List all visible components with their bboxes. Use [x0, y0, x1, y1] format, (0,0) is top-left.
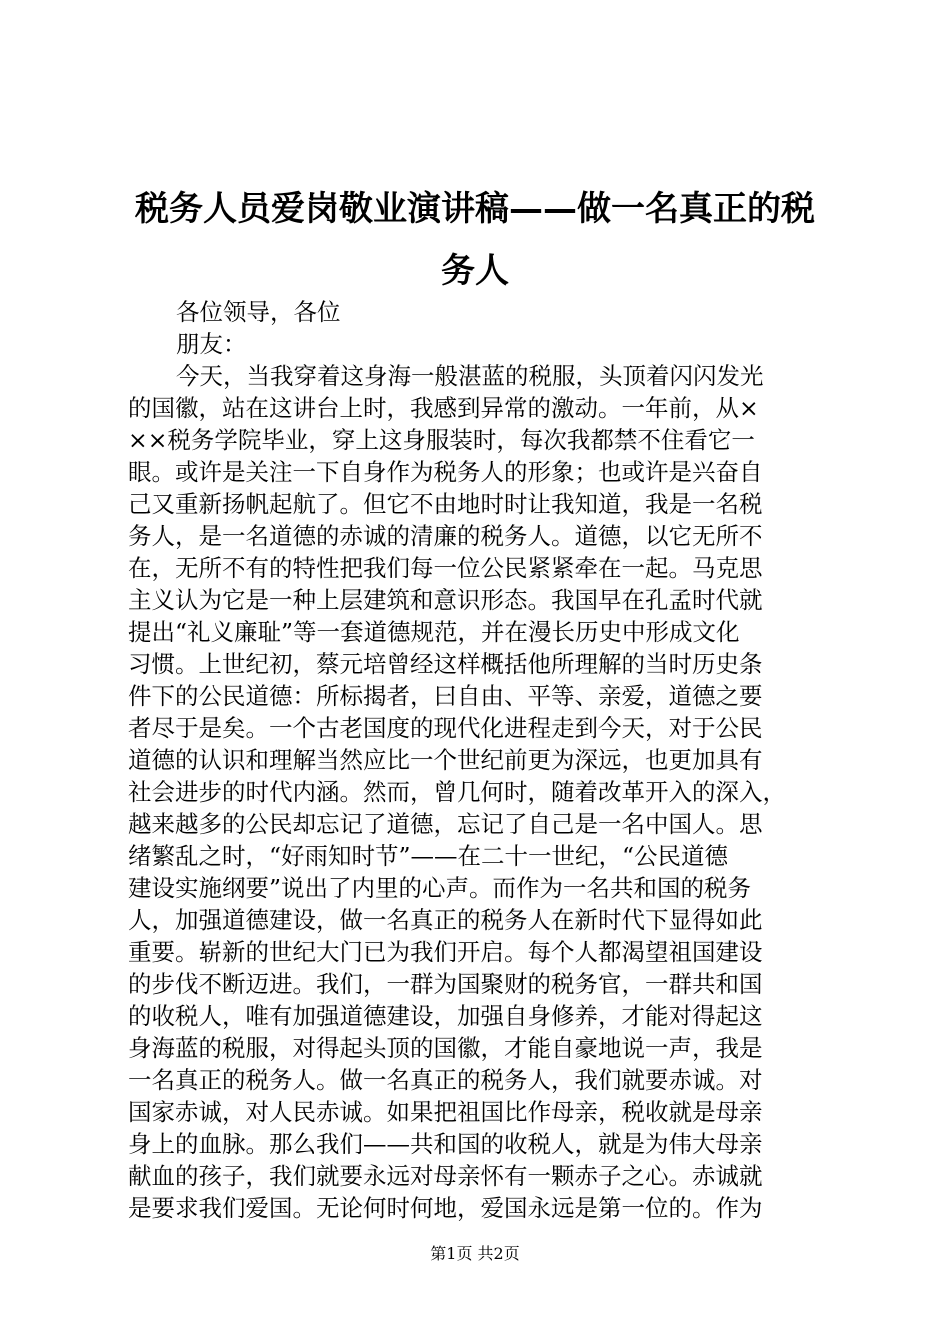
- body-line: 一名真正的税务人。做一名真正的税务人，我们就要赤诚。对: [128, 1066, 763, 1094]
- body-line: 身上的血脉。那么我们——共和国的收税人，就是为伟大母亲: [128, 1130, 763, 1158]
- body-line: 的国徽，站在这讲台上时，我感到异常的激动。一年前，从×: [128, 394, 759, 422]
- body-line: 件下的公民道德：所标揭者，曰自由、平等、亲爱，道德之要: [128, 682, 763, 710]
- document-title: 税务人员爱岗敬业演讲稿——做一名真正的税务人: [135, 189, 815, 291]
- body-line: 是要求我们爱国。无论何时何地，爱国永远是第一位的。作为: [128, 1194, 763, 1222]
- body-line: 主义认为它是一种上层建筑和意识形态。我国早在孔孟时代就: [128, 586, 763, 614]
- body-line: 的收税人，唯有加强道德建设，加强自身修养，才能对得起这: [128, 1002, 763, 1030]
- body-line: 务人，是一名道德的赤诚的清廉的税务人。道德，以它无所不: [128, 522, 763, 550]
- body-line: 今天，当我穿着这身海一般湛蓝的税服，头顶着闪闪发光: [176, 362, 764, 390]
- body-line: 重要。崭新的世纪大门已为我们开启。每个人都渴望祖国建设: [128, 938, 763, 966]
- body-line: 社会进步的时代内涵。然而，曾几何时，随着改革开入的深入，: [128, 778, 786, 806]
- body-line: 者尽于是矣。一个古老国度的现代化进程走到今天，对于公民: [128, 714, 763, 742]
- body-line: 的步伐不断迈进。我们，一群为国聚财的税务官，一群共和国: [128, 970, 763, 998]
- body-line: 眼。或许是关注一下自身作为税务人的形象；也或许是兴奋自: [128, 458, 763, 486]
- body-line: 各位领导，各位: [176, 298, 341, 326]
- body-line: 越来越多的公民却忘记了道德，忘记了自己是一名中国人。思: [128, 810, 763, 838]
- page-footer: 第1页 共2页: [430, 1244, 520, 1263]
- document-body: [128, 296, 838, 1224]
- body-line: 国家赤诚，对人民赤诚。如果把祖国比作母亲，税收就是母亲: [128, 1098, 763, 1126]
- body-line: ××税务学院毕业，穿上这身服装时，每次我都禁不住看它一: [128, 426, 755, 454]
- body-line: 己又重新扬帆起航了。但它不由地时时让我知道，我是一名税: [128, 490, 763, 518]
- body-line: 建设实施纲要”说出了内里的心声。而作为一名共和国的税务: [128, 874, 752, 902]
- body-line: 身海蓝的税服，对得起头顶的国徽，才能自豪地说一声，我是: [128, 1034, 763, 1062]
- body-line: 献血的孩子，我们就要永远对母亲怀有一颗赤子之心。赤诚就: [128, 1162, 763, 1190]
- body-line: 人，加强道德建设，做一名真正的税务人在新时代下显得如此: [128, 906, 763, 934]
- body-line: 在，无所不有的特性把我们每一位公民紧紧牵在一起。马克思: [128, 554, 763, 582]
- body-line: 习惯。上世纪初，蔡元培曾经这样概括他所理解的当时历史条: [128, 650, 763, 678]
- body-line: 绪繁乱之时，“好雨知时节”——在二十一世纪，“公民道德: [128, 842, 729, 870]
- body-line: 朋友：: [176, 330, 247, 358]
- body-line: 道德的认识和理解当然应比一个世纪前更为深远，也更加具有: [128, 746, 763, 774]
- body-line: 提出“礼义廉耻”等一套道德规范，并在漫长历史中形成文化: [128, 618, 740, 646]
